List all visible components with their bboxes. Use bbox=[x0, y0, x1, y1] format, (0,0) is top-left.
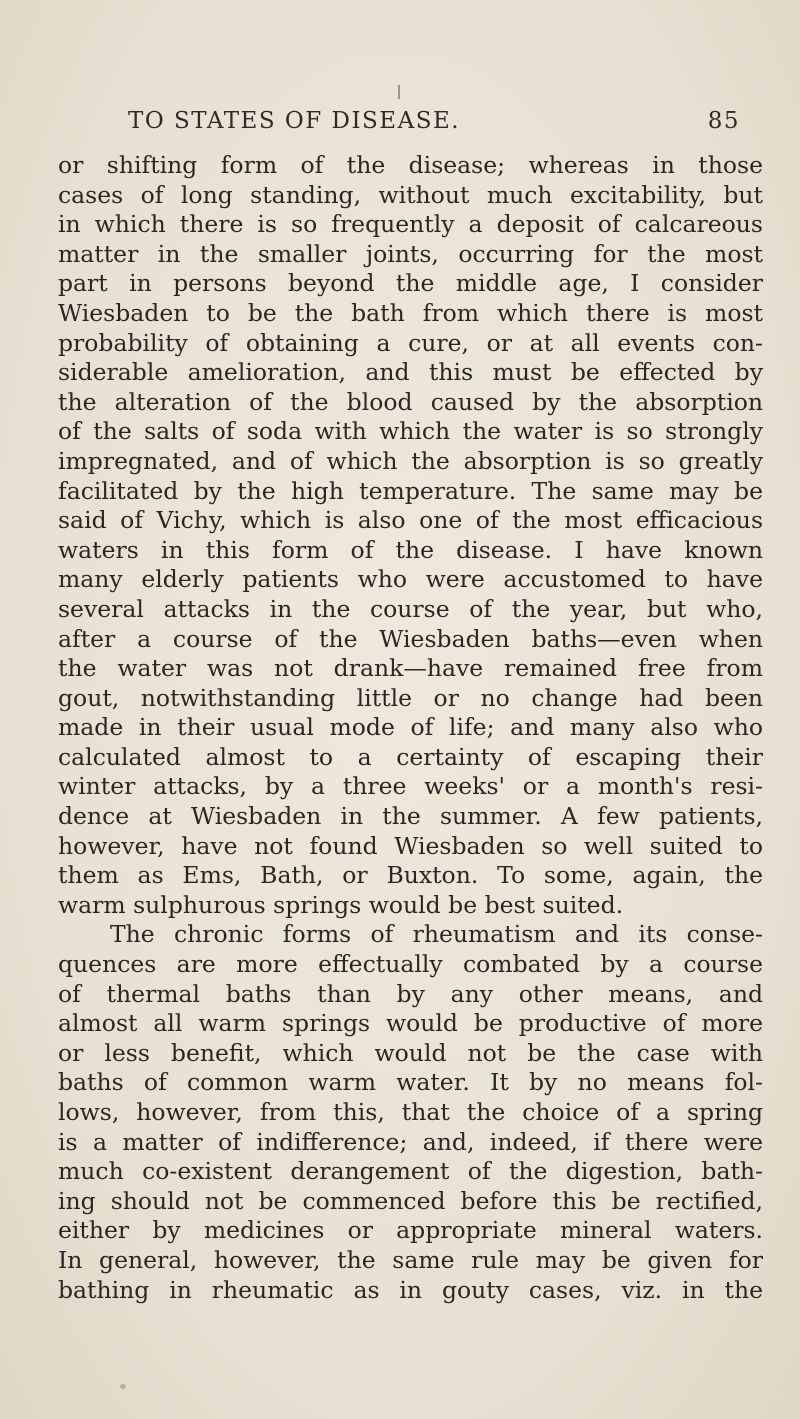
text-line: them as Ems, Bath, or Buxton. To some, again, the bbox=[58, 861, 763, 890]
text-line: is a matter of indifference; and, indeed, if there were bbox=[58, 1127, 763, 1156]
body-text bbox=[58, 151, 763, 1305]
running-head bbox=[128, 108, 740, 138]
text-line: part in persons beyond the middle age, I consider bbox=[58, 269, 763, 298]
text-line: in which there is so frequently a deposit of calcareous bbox=[58, 210, 763, 239]
text-line: bathing in rheumatic as in gouty cases, viz. in the bbox=[58, 1275, 763, 1304]
text-line: of thermal baths than by any other means, and bbox=[58, 979, 763, 1008]
text-line: quences are more effectually combated by a course bbox=[58, 950, 763, 979]
paragraph-start-line: The chronic forms of rheumatism and its conse- bbox=[110, 920, 763, 949]
text-line: said of Vichy, which is also one of the most efficacious bbox=[58, 506, 763, 535]
page-number: 85 bbox=[707, 108, 740, 134]
text-line: several attacks in the course of the year, but who, bbox=[58, 594, 763, 623]
text-line: probability of obtaining a cure, or at all events con- bbox=[58, 328, 763, 357]
running-head-title: TO STATES OF DISEASE. bbox=[128, 108, 461, 134]
text-line: facilitated by the high temperature. The same may be bbox=[58, 476, 763, 505]
text-line: however, have not found Wiesbaden so well suited to bbox=[58, 831, 763, 860]
text-line: the alteration of the blood caused by the absorption bbox=[58, 387, 763, 416]
text-line: cases of long standing, without much excitability, but bbox=[58, 180, 763, 209]
text-line: warm sulphurous springs would be best suited. bbox=[58, 890, 624, 919]
text-line: matter in the smaller joints, occurring for the most bbox=[58, 239, 763, 268]
text-line: dence at Wiesbaden in the summer. A few patients, bbox=[58, 802, 763, 831]
text-line: waters in this form of the disease. I have known bbox=[58, 535, 763, 564]
text-line: lows, however, from this, that the choice of a spring bbox=[58, 1098, 763, 1126]
text-line: siderable amelioration, and this must be effected by bbox=[58, 358, 763, 387]
text-line: or shifting form of the disease; whereas in those bbox=[58, 151, 763, 179]
text-line: impregnated, and of which the absorption is so greatly bbox=[58, 446, 763, 475]
text-line: or less benefit, which would not be the case with bbox=[58, 1038, 763, 1067]
text-line: either by medicines or appropriate mineral waters. bbox=[58, 1216, 763, 1245]
text-line: the water was not drank—have remained free from bbox=[58, 654, 763, 683]
text-line: of the salts of soda with which the water is so strongly bbox=[58, 417, 763, 446]
text-line: much co-existent derangement of the digestion, bath- bbox=[58, 1157, 763, 1186]
ink-mark bbox=[398, 85, 400, 99]
text-line: gout, notwithstanding little or no change had been bbox=[58, 683, 763, 712]
text-line: almost all warm springs would be productive of more bbox=[58, 1009, 763, 1038]
text-line: made in their usual mode of life; and many also who bbox=[58, 713, 763, 742]
paper-speck bbox=[120, 1384, 126, 1389]
text-line: ing should not be commenced before this be rectified, bbox=[58, 1186, 763, 1215]
text-line: Wiesbaden to be the bath from which there is most bbox=[58, 298, 763, 327]
text-line: many elderly patients who were accustomed to have bbox=[58, 565, 763, 594]
text-line: In general, however, the same rule may be given for bbox=[58, 1245, 763, 1274]
text-line: calculated almost to a certainty of escaping their bbox=[58, 742, 763, 771]
text-line: winter attacks, by a three weeks' or a month's resi- bbox=[58, 772, 763, 801]
text-line: after a course of the Wiesbaden baths—even when bbox=[58, 624, 763, 653]
text-line: baths of common warm water. It by no means fol- bbox=[58, 1068, 763, 1097]
